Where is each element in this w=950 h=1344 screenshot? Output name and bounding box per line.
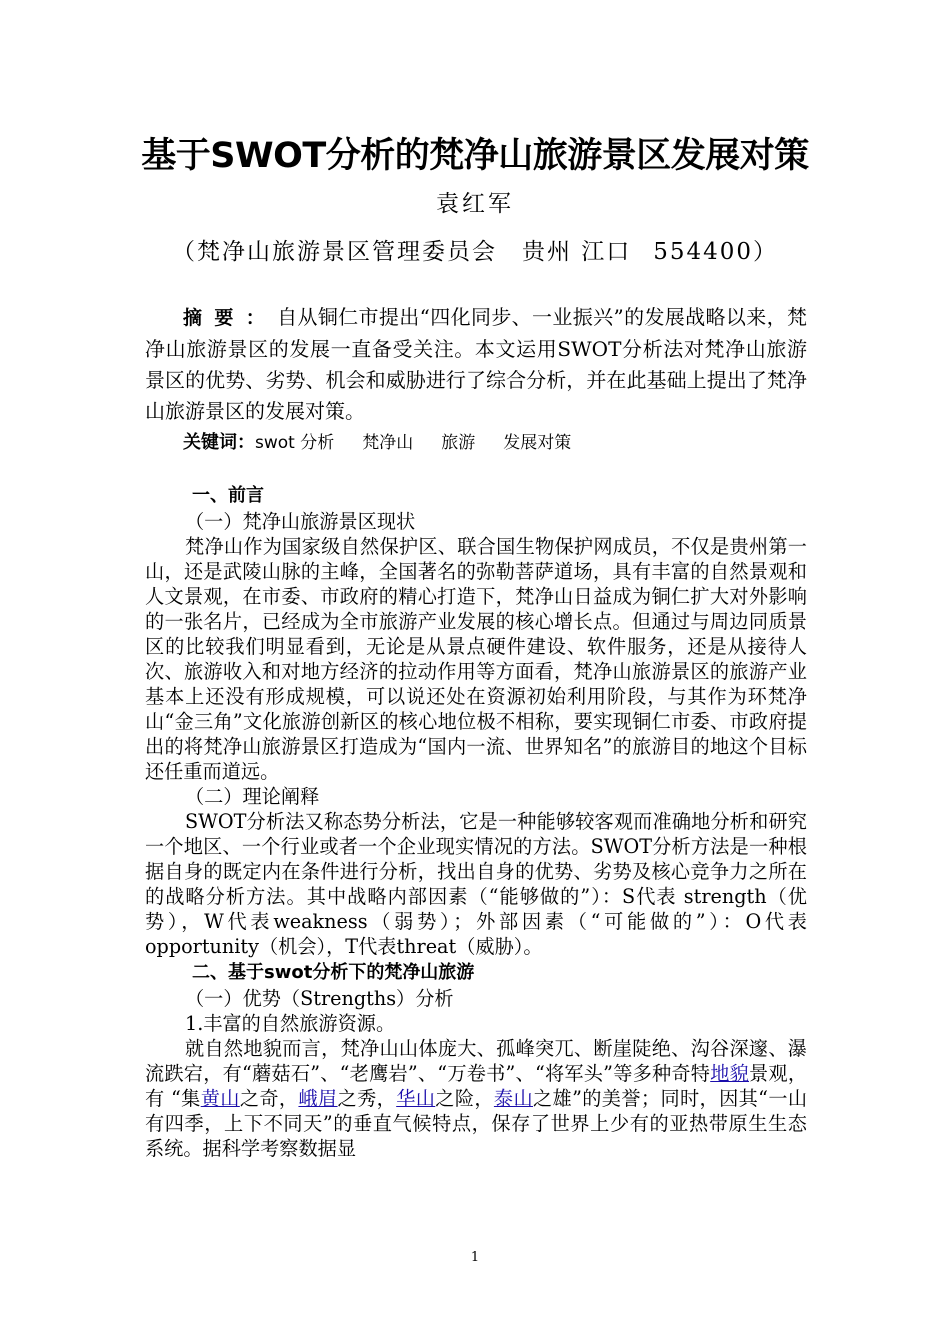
text-run: 景观，有 “集	[145, 1062, 808, 1110]
text-run: 之秀，	[337, 1087, 397, 1110]
section-heading: 二、基于swot分析下的梵净山旅游	[192, 962, 475, 983]
keyword: 旅游	[441, 433, 476, 453]
link-huashan[interactable]: 华山	[396, 1087, 436, 1110]
keyword: 梵净山	[362, 433, 414, 453]
link-taishan[interactable]: 泰山	[493, 1087, 534, 1110]
keywords-label: 关键词：	[183, 432, 255, 453]
paper-title: 基于SWOT分析的梵净山旅游景区发展对策	[141, 136, 809, 176]
abstract-text: 自从铜仁市提出“四化同步、一业振兴”的发展战略以来，梵净山旅游景区的发展一直备受关注。本文运用SWOT分析法对梵净山旅游景区的优势、劣势、机会和威胁进行了综合分析，并在此基础上提出了梵净山旅游景区的发展对策。	[145, 305, 807, 423]
link-emei[interactable]: 峨眉	[298, 1087, 338, 1110]
author-name: 袁红军	[436, 191, 514, 217]
body-text	[145, 482, 807, 1161]
subsection-heading: （一）梵净山旅游景区现状	[185, 510, 416, 533]
text-run: 之奇，	[239, 1087, 299, 1110]
text-run: 之险，	[435, 1087, 494, 1110]
paragraph: SWOT分析法又称态势分析法，它是一种能够较客观而准确地分析和研究一个地区、一个行业或者一个企业现实情况的方法。SWOT分析方法是一种根据自身的既定内在条件进行分析，找出自身的优势、劣势及核心竞争力之所在的战略分析方法。其中战略内部因素（“能够做的”）：S代表 strength（优势），W代表weakness（弱势）；外部因素（“可能做的”）：O代表opportunity（机会），T代表threat（威胁）。	[145, 810, 807, 958]
link-landform[interactable]: 地貌	[710, 1062, 750, 1085]
text-run: 就自然地貌而言，梵净山山体庞大、孤峰突兀、断崖陡绝、沟谷深邃、瀑流跌宕，有“蘑菇石”、“老鹰岩”、“万卷书”、“将军头”等多种奇特	[145, 1037, 807, 1085]
subsection-heading: （一）优势（Strengths）分析	[185, 987, 454, 1010]
subsection-heading: （二）理论阐释	[185, 785, 320, 808]
affiliation-text: （梵净山旅游景区管理委员会 贵州 江口	[171, 239, 632, 265]
section-heading: 一、前言	[192, 485, 264, 506]
link-huangshan[interactable]: 黄山	[200, 1087, 240, 1110]
paragraph	[145, 1036, 807, 1161]
abstract-label: 摘要：	[183, 307, 278, 329]
keyword: swot 分析	[255, 433, 335, 453]
page-number: 1	[470, 1250, 480, 1265]
list-item: 1.丰富的自然旅游资源。	[185, 1012, 396, 1035]
affiliation-zip: 554400）	[653, 239, 779, 265]
keywords	[183, 428, 599, 454]
affiliation	[0, 233, 950, 266]
text-run: 之雄”的美誉；同时，因其“一山有四季，上下不同天”的垂直气候特点，保存了世界上少有的亚热带原生生态系统。据科学考察数据显	[145, 1087, 808, 1160]
keyword: 发展对策	[503, 433, 572, 453]
paragraph: 梵净山作为国家级自然保护区、联合国生物保护网成员，不仅是贵州第一山，还是武陵山脉的主峰，全国著名的弥勒菩萨道场，具有丰富的自然景观和人文景观，在市委、市政府的精心打造下，梵净山日益成为铜仁扩大对外影响的一张名片，已经成为全市旅游产业发展的核心增长点。但通过与周边同质景区的比较我们明显看到，无论是从景点硬件建设、软件服务，还是从接待人次、旅游收入和对地方经济的拉动作用等方面看，梵净山旅游景区的旅游产业基本上还没有形成规模，可以说还处在资源初始利用阶段，与其作为环梵净山“金三角”文化旅游创新区的核心地位极不相称，要实现铜仁市委、市政府提出的将梵净山旅游景区打造成为“国内一流、世界知名”的旅游目的地这个目标还任重而道远。	[145, 535, 807, 783]
abstract	[145, 302, 807, 427]
